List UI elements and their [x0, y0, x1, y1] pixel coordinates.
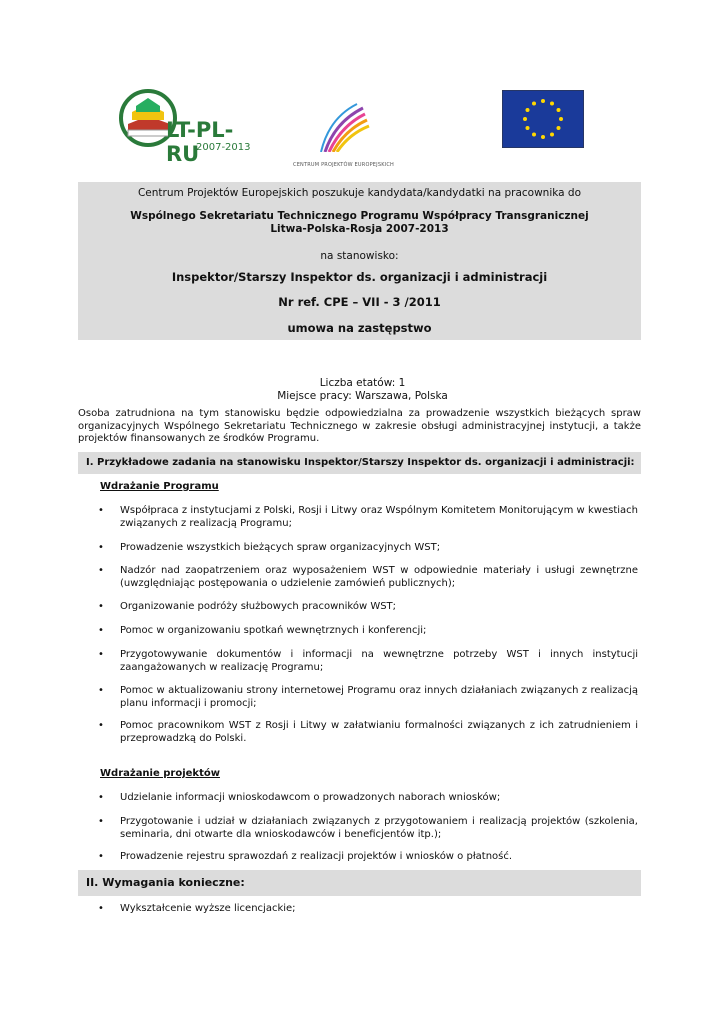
- subsection-program-title: Wdrażanie Programu: [100, 481, 219, 492]
- header-position-title: Inspektor/Starszy Inspektor ds. organizacji i administracji: [171, 270, 548, 284]
- bullet-icon: •: [98, 720, 104, 731]
- logo-bar: [0, 80, 725, 168]
- bullet-icon: •: [98, 685, 104, 696]
- header-contract-type: umowa na zastępstwo: [287, 321, 432, 335]
- cpe-logo: [285, 102, 405, 168]
- header-intro: Centrum Projektów Europejskich poszukuje kandydata/kandydatki na pracownika do: [137, 187, 582, 199]
- program-logo-years: 2007-2013: [196, 142, 251, 153]
- subsection-projects-title: Wdrażanie projektów: [100, 768, 220, 779]
- eu-flag-icon: [502, 90, 584, 148]
- header-reference-number: Nr ref. CPE – VII - 3 /2011: [278, 295, 441, 309]
- bullet-icon: •: [98, 625, 104, 636]
- bullet-icon: •: [98, 565, 104, 576]
- header-organization: [78, 210, 641, 236]
- header-position-label: na stanowisko:: [320, 250, 399, 262]
- fte-count: Liczba etatów: 1: [319, 377, 406, 389]
- bullet-icon: •: [98, 601, 104, 612]
- section-2-title: II. Wymagania konieczne:: [78, 870, 641, 896]
- program-logo-text: LT-PL-RU: [166, 118, 234, 166]
- work-place: Miejsce pracy: Warszawa, Polska: [277, 390, 448, 402]
- bullet-icon: •: [98, 542, 104, 553]
- bullet-icon: •: [98, 816, 104, 827]
- header-organization-line2: Litwa-Polska-Rosja 2007-2013: [270, 223, 449, 235]
- header-organization-line1: Wspólnego Sekretariatu Technicznego Programu Współpracy Transgranicznej: [130, 210, 589, 222]
- bullet-icon: •: [98, 649, 104, 660]
- cpe-swoosh-icon: [285, 102, 405, 152]
- cpe-logo-text: CENTRUM PROJEKTÓW EUROPEJSKICH: [293, 162, 395, 168]
- bullet-icon: •: [98, 851, 104, 862]
- program-logo: [118, 86, 258, 166]
- bullet-icon: •: [98, 505, 104, 516]
- bullet-icon: •: [98, 792, 104, 803]
- section-1-title: I. Przykładowe zadania na stanowisku Inspektor/Starszy Inspektor ds. organizacji i administracji:: [78, 452, 641, 474]
- job-header-box: [78, 182, 641, 340]
- intro-paragraph: Osoba zatrudniona na tym stanowisku będzie odpowiedzialna za prowadzenie wszystkich bieżących spraw organizacyjnych Wspólnego Sekretariatu Technicznego w zakresie obsługi administracyjnej instytucji, a także projektów finansowanych ze środków Programu.: [78, 408, 641, 444]
- bullet-icon: •: [98, 903, 104, 914]
